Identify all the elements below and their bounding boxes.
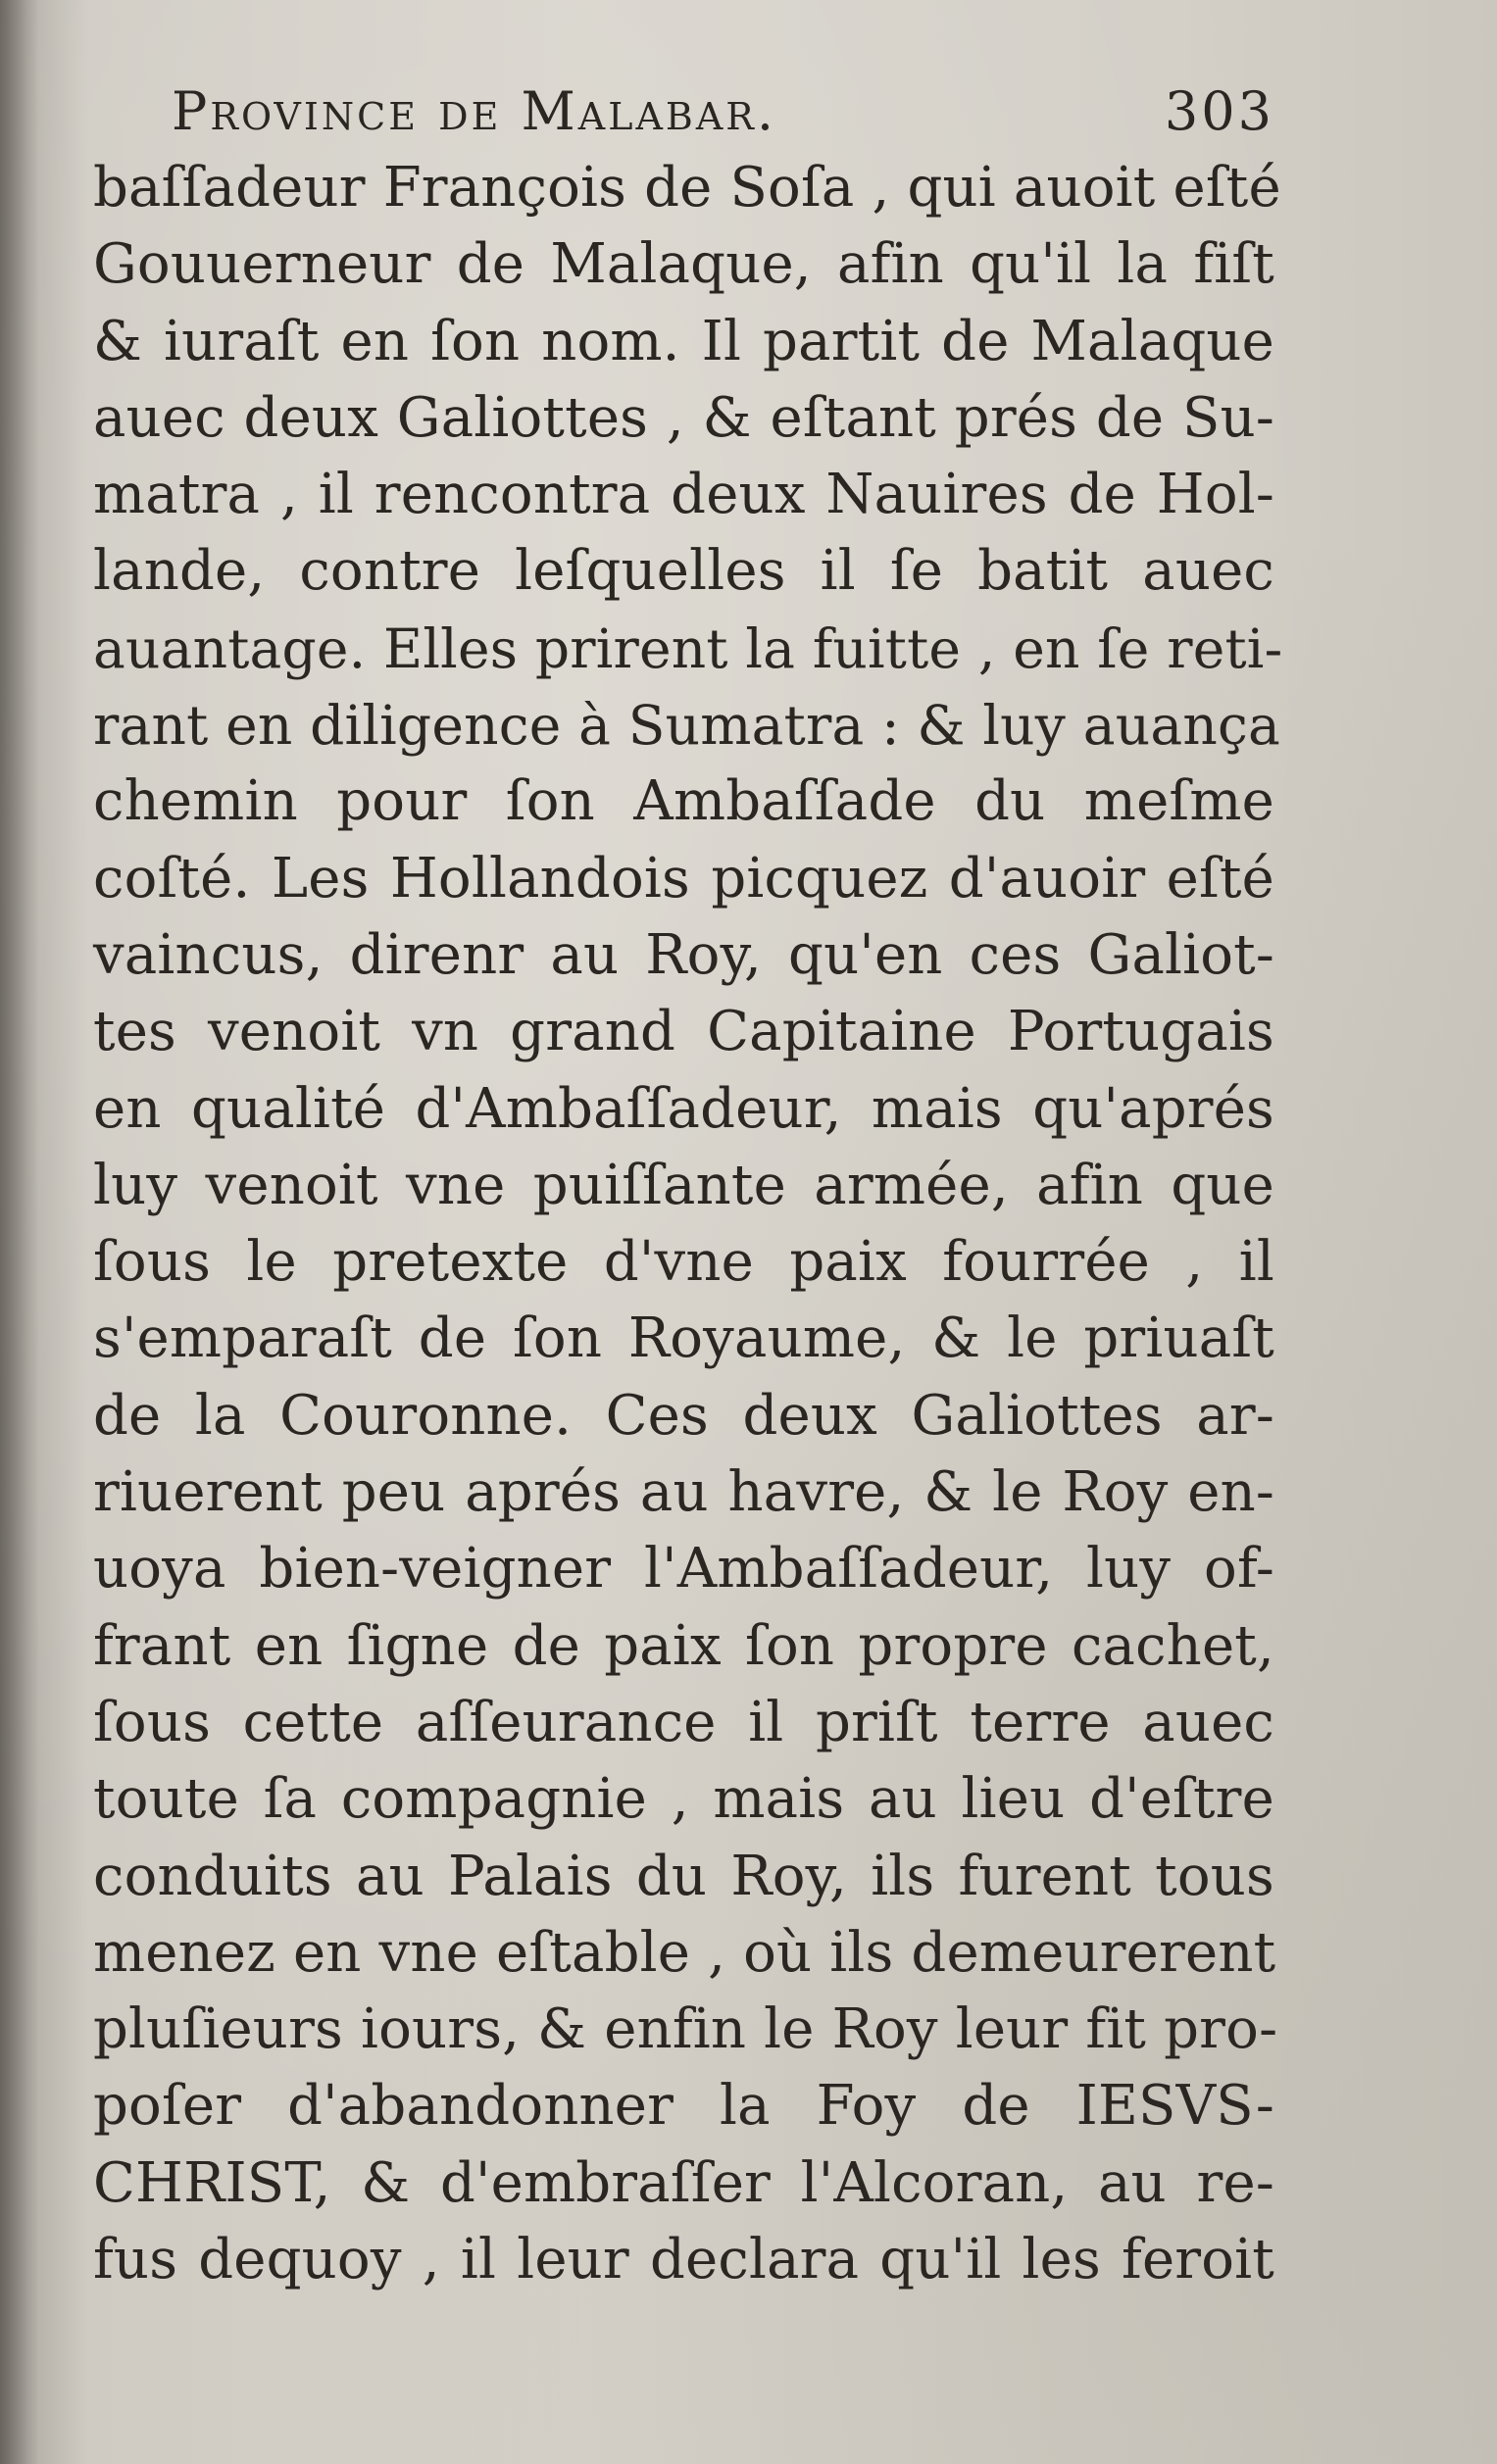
text-line: & iuraſt en ſon nom. Il partit de Malaque [93,309,1274,373]
running-head-title: Province de Malabar. [172,80,777,142]
text-line: pluſieurs iours, & enfin le Roy leur fit pro- [93,1997,1278,2062]
text-line: poſer d'abandonner la Foy de IESVS- [93,2074,1274,2139]
text-line: de la Couronne. Ces deux Galiottes ar- [93,1383,1274,1448]
text-line: toute ſa compagnie , mais au lieu d'eſtre [93,1767,1274,1832]
text-line: riuerent peu aprés au havre, & le Roy en- [93,1460,1274,1525]
text-line: fus dequoy , il leur declara qu'il les feroit [93,2228,1274,2292]
text-line: ſous cette aſſeurance il priſt terre auec [93,1690,1274,1754]
text-line: s'emparaſt de ſon Royaume, & le priuaſt [93,1306,1274,1371]
text-line: menez en vne eſtable , où ils demeurerent [93,1920,1276,1985]
text-line: chemin pour ſon Ambaſſade du meſme [93,769,1274,834]
text-line: vaincus, direnr au Roy, qu'en ces Galiot- [93,922,1274,987]
text-line: uoya bien-veigner l'Ambaſſadeur, luy of- [93,1537,1274,1602]
text-line: conduits au Palais du Roy, ils furent tous [93,1844,1274,1908]
text-line: lande, contre leſquelles il ſe batit auec [93,539,1274,604]
text-line: coſté. Les Hollandois picquez d'auoir eſté [93,846,1274,911]
text-line: rant en diligence à Sumatra : & luy auança [93,694,1280,758]
text-line: auec deux Galiottes , & eſtant prés de Su- [93,385,1274,450]
text-line: baſſadeur François de Soſa , qui auoit eſté [93,156,1281,220]
text-line: luy venoit vne puiſſante armée, afin que [93,1153,1274,1217]
text-line: frant en ſigne de paix ſon propre cachet, [93,1613,1274,1678]
text-line: tes venoit vn grand Capitaine Portugais [93,1000,1274,1064]
text-line: Gouuerneur de Malaque, afin qu'il la fiſt [93,232,1274,297]
text-block [93,74,1283,2298]
text-line: matra , il rencontra deux Nauires de Hol- [93,463,1274,527]
text-line: ſous le pretexte d'vne paix fourrée , il [93,1230,1274,1295]
page-number: 303 [1164,80,1274,142]
running-head [93,74,1274,150]
text-line: en qualité d'Ambaſſadeur, mais qu'aprés [93,1076,1274,1141]
text-line: CHRIST, & d'embraſſer l'Alcoran, au re- [93,2150,1274,2215]
binding-gutter-shadow [0,0,39,2464]
text-line: auantage. Elles prirent la fuitte , en ſe reti- [93,616,1283,680]
